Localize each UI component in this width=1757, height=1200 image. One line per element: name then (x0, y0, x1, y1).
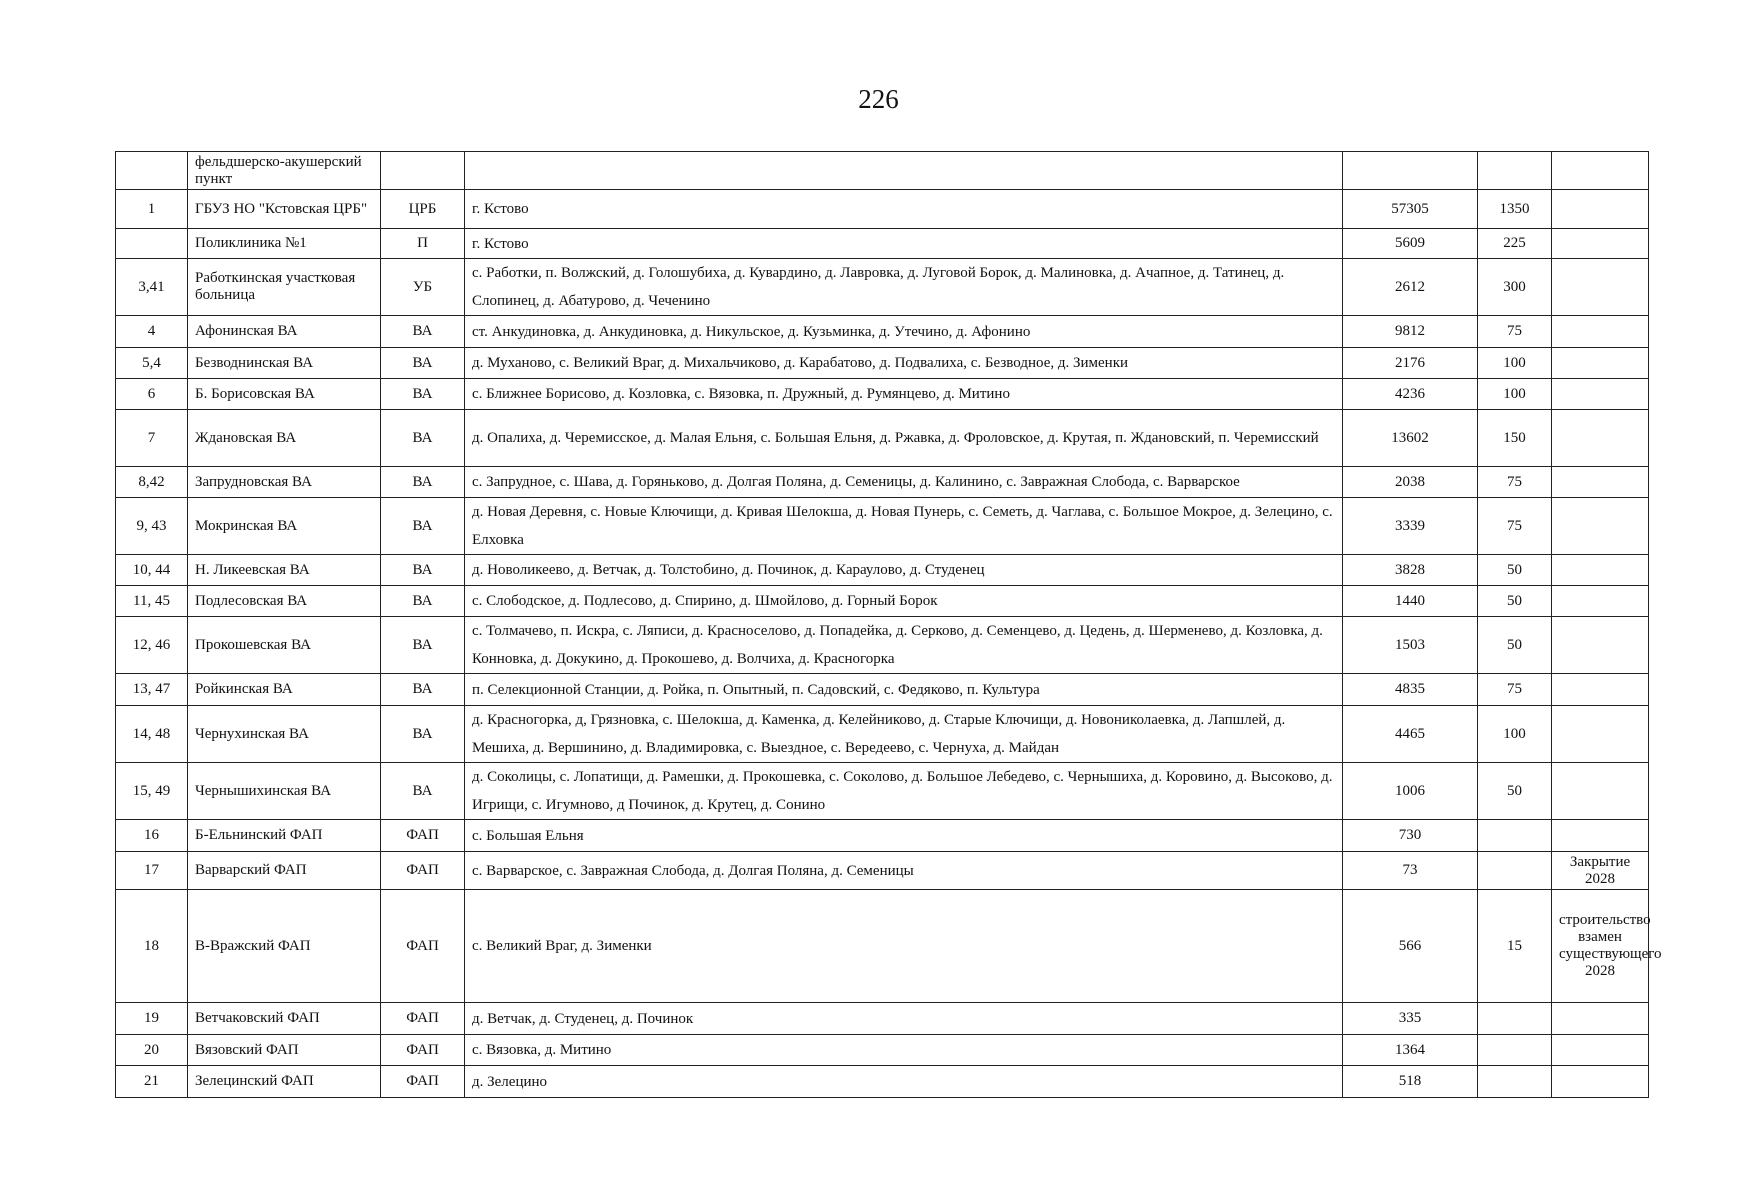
facility-name-cell: Ждановская ВА (188, 410, 381, 467)
population-cell: 1364 (1343, 1035, 1478, 1066)
facility-type-cell: П (381, 229, 465, 259)
population-cell: 4236 (1343, 379, 1478, 410)
population-cell: 730 (1343, 820, 1478, 852)
facility-type-cell (381, 152, 465, 190)
population-cell: 3339 (1343, 498, 1478, 555)
service-area-cell: с. Работки, п. Волжский, д. Голошубиха, д. Кувардино, д. Лавровка, д. Луговой Борок, д. Малиновка, д. Ачапное, д. Татинец, д. Слопинец, д. Абатурово, д. Чеченино (465, 259, 1343, 316)
population-cell: 1440 (1343, 586, 1478, 617)
capacity-cell: 100 (1478, 348, 1552, 379)
note-cell (1552, 555, 1649, 586)
note-cell (1552, 498, 1649, 555)
table-row (116, 706, 1649, 763)
capacity-cell: 50 (1478, 763, 1552, 820)
table-row (116, 1066, 1649, 1098)
population-cell: 3828 (1343, 555, 1478, 586)
service-area-cell: с. Великий Враг, д. Зименки (465, 890, 1343, 1003)
service-area-cell: д. Красногорка, д, Грязновка, с. Шелокша, д. Каменка, д. Келейниково, д. Старые Ключищи, д. Новониколаевка, д. Лапшлей, д. Мешиха, д. Вершинино, д. Владимировка, с. Выездное, с. Вередеево, с. Чернуха, д. Майдан (465, 706, 1343, 763)
facility-name-cell: Чернухинская ВА (188, 706, 381, 763)
table-row (116, 379, 1649, 410)
row-number-cell: 10, 44 (116, 555, 188, 586)
facility-type-cell: ВА (381, 410, 465, 467)
service-area-cell (465, 152, 1343, 190)
service-area-cell: д. Зелецино (465, 1066, 1343, 1098)
facility-name-cell: В-Вражский ФАП (188, 890, 381, 1003)
facility-type-cell: ВА (381, 498, 465, 555)
population-cell: 57305 (1343, 190, 1478, 229)
facility-type-cell: УБ (381, 259, 465, 316)
service-area-cell: с. Толмачево, п. Искра, с. Ляписи, д. Красноселово, д. Попадейка, д. Серково, д. Семенцево, д. Цедень, д. Шерменево, д. Козловка, д. Конновка, д. Докукино, д. Прокошево, д. Волчиха, д. Красногорка (465, 617, 1343, 674)
facility-name-cell: Запрудновская ВА (188, 467, 381, 498)
facility-type-cell: ФАП (381, 852, 465, 890)
facility-name-cell: Варварский ФАП (188, 852, 381, 890)
facility-type-cell: ФАП (381, 1066, 465, 1098)
note-cell (1552, 152, 1649, 190)
facility-type-cell: ФАП (381, 1035, 465, 1066)
capacity-cell: 15 (1478, 890, 1552, 1003)
facility-type-cell: ВА (381, 467, 465, 498)
note-cell (1552, 348, 1649, 379)
capacity-cell (1478, 1035, 1552, 1066)
facility-type-cell: ВА (381, 674, 465, 706)
note-cell (1552, 1066, 1649, 1098)
note-cell (1552, 316, 1649, 348)
facility-type-cell: ВА (381, 617, 465, 674)
facility-name-cell: Ройкинская ВА (188, 674, 381, 706)
row-number-cell: 7 (116, 410, 188, 467)
row-number-cell: 9, 43 (116, 498, 188, 555)
facility-name-cell: Чернышихинская ВА (188, 763, 381, 820)
table-body (116, 152, 1662, 1098)
population-cell: 13602 (1343, 410, 1478, 467)
row-number-cell: 14, 48 (116, 706, 188, 763)
row-number-cell (116, 152, 188, 190)
capacity-cell (1478, 1066, 1552, 1098)
facility-type-cell: ВА (381, 379, 465, 410)
note-cell (1552, 706, 1649, 763)
row-number-cell: 12, 46 (116, 617, 188, 674)
population-cell: 2038 (1343, 467, 1478, 498)
table-row (116, 348, 1649, 379)
facility-name-cell: Вязовский ФАП (188, 1035, 381, 1066)
facility-type-cell: ВА (381, 763, 465, 820)
table-row (116, 555, 1649, 586)
note-cell (1552, 820, 1649, 852)
table-row (116, 586, 1649, 617)
table-row (116, 1035, 1649, 1066)
facility-type-cell: ФАП (381, 1003, 465, 1035)
capacity-cell: 100 (1478, 379, 1552, 410)
service-area-cell: д. Новая Деревня, с. Новые Ключищи, д. Кривая Шелокша, д. Новая Пунерь, с. Семеть, д. Чаглава, с. Большое Мокрое, д. Зелецино, с. Елховка (465, 498, 1343, 555)
capacity-cell: 100 (1478, 706, 1552, 763)
service-area-cell: с. Большая Ельня (465, 820, 1343, 852)
capacity-cell: 50 (1478, 617, 1552, 674)
population-cell: 1006 (1343, 763, 1478, 820)
table-row (116, 410, 1649, 467)
note-cell (1552, 1003, 1649, 1035)
facility-type-cell: ЦРБ (381, 190, 465, 229)
table-row (116, 674, 1649, 706)
row-number-cell: 20 (116, 1035, 188, 1066)
facility-name-cell: Поликлиника №1 (188, 229, 381, 259)
population-cell: 518 (1343, 1066, 1478, 1098)
note-cell (1552, 190, 1649, 229)
table-row (116, 617, 1649, 674)
population-cell: 4835 (1343, 674, 1478, 706)
table-row (116, 890, 1649, 1003)
note-cell (1552, 467, 1649, 498)
table-row (116, 229, 1649, 259)
note-cell (1552, 1035, 1649, 1066)
table-row (116, 316, 1649, 348)
capacity-cell: 75 (1478, 674, 1552, 706)
facility-name-cell: Н. Ликеевская ВА (188, 555, 381, 586)
note-cell (1552, 229, 1649, 259)
capacity-cell: 1350 (1478, 190, 1552, 229)
population-cell: 2176 (1343, 348, 1478, 379)
table-row (116, 467, 1649, 498)
table-row (116, 852, 1649, 890)
row-number-cell: 17 (116, 852, 188, 890)
service-area-cell: с. Слободское, д. Подлесово, д. Спирино, д. Шмойлово, д. Горный Борок (465, 586, 1343, 617)
facility-name-cell: Ветчаковский ФАП (188, 1003, 381, 1035)
facility-type-cell: ФАП (381, 890, 465, 1003)
note-cell (1552, 763, 1649, 820)
capacity-cell: 75 (1478, 467, 1552, 498)
population-cell (1343, 152, 1478, 190)
service-area-cell: д. Соколицы, с. Лопатищи, д. Рамешки, д. Прокошевка, с. Соколово, д. Большое Лебедево, с. Чернышиха, д. Коровино, д. Высоково, д. Игрищи, с. Игумново, д Починок, д. Крутец, д. Сонино (465, 763, 1343, 820)
population-cell: 1503 (1343, 617, 1478, 674)
capacity-cell (1478, 820, 1552, 852)
facility-name-cell: ГБУЗ НО "Кстовская ЦРБ" (188, 190, 381, 229)
facilities-table (115, 151, 1662, 1098)
capacity-cell: 225 (1478, 229, 1552, 259)
service-area-cell: с. Вязовка, д. Митино (465, 1035, 1343, 1066)
capacity-cell: 50 (1478, 555, 1552, 586)
facility-type-cell: ВА (381, 706, 465, 763)
facility-type-cell: ВА (381, 555, 465, 586)
capacity-cell: 75 (1478, 498, 1552, 555)
table-row (116, 152, 1649, 190)
population-cell: 335 (1343, 1003, 1478, 1035)
service-area-cell: с. Запрудное, с. Шава, д. Горяньково, д. Долгая Поляна, д. Семеницы, д. Калинино, с. Завражная Слобода, с. Варварское (465, 467, 1343, 498)
facility-name-cell: Б-Ельнинский ФАП (188, 820, 381, 852)
row-number-cell: 6 (116, 379, 188, 410)
service-area-cell: д. Новоликеево, д. Ветчак, д. Толстобино, д. Починок, д. Караулово, д. Студенец (465, 555, 1343, 586)
note-cell (1552, 410, 1649, 467)
capacity-cell: 50 (1478, 586, 1552, 617)
population-cell: 9812 (1343, 316, 1478, 348)
service-area-cell: г. Кстово (465, 190, 1343, 229)
note-cell (1552, 617, 1649, 674)
population-cell: 2612 (1343, 259, 1478, 316)
facility-type-cell: ВА (381, 586, 465, 617)
note-cell (1552, 379, 1649, 410)
page-number: 226 (858, 84, 899, 114)
facility-name-cell: Работкинская участковая больница (188, 259, 381, 316)
capacity-cell: 150 (1478, 410, 1552, 467)
note-cell (1552, 259, 1649, 316)
facility-type-cell: ВА (381, 348, 465, 379)
facility-name-cell: Афонинская ВА (188, 316, 381, 348)
service-area-cell: г. Кстово (465, 229, 1343, 259)
capacity-cell (1478, 1003, 1552, 1035)
row-number-cell: 19 (116, 1003, 188, 1035)
capacity-cell (1478, 852, 1552, 890)
population-cell: 5609 (1343, 229, 1478, 259)
row-number-cell: 11, 45 (116, 586, 188, 617)
population-cell: 73 (1343, 852, 1478, 890)
facility-name-cell: Прокошевская ВА (188, 617, 381, 674)
facility-name-cell: Безводнинская ВА (188, 348, 381, 379)
table-row (116, 259, 1649, 316)
facility-type-cell: ФАП (381, 820, 465, 852)
table-row (116, 190, 1649, 229)
table-row (116, 820, 1649, 852)
row-number-cell: 8,42 (116, 467, 188, 498)
note-cell: строительство взамен существующего 2028 (1552, 890, 1649, 1003)
table-row (116, 498, 1649, 555)
service-area-cell: п. Селекционной Станции, д. Ройка, п. Опытный, п. Садовский, с. Федяково, п. Культура (465, 674, 1343, 706)
row-number-cell: 16 (116, 820, 188, 852)
capacity-cell (1478, 152, 1552, 190)
service-area-cell: д. Муханово, с. Великий Враг, д. Михальчиково, д. Карабатово, д. Подвалиха, с. Безводное, д. Зименки (465, 348, 1343, 379)
capacity-cell: 300 (1478, 259, 1552, 316)
facility-name-cell: Б. Борисовская ВА (188, 379, 381, 410)
row-number-cell (116, 229, 188, 259)
facility-type-cell: ВА (381, 316, 465, 348)
row-number-cell: 13, 47 (116, 674, 188, 706)
table-row (116, 763, 1649, 820)
row-number-cell: 1 (116, 190, 188, 229)
population-cell: 4465 (1343, 706, 1478, 763)
row-number-cell: 5,4 (116, 348, 188, 379)
facility-name-cell: Мокринская ВА (188, 498, 381, 555)
note-cell (1552, 586, 1649, 617)
capacity-cell: 75 (1478, 316, 1552, 348)
service-area-cell: ст. Анкудиновка, д. Анкудиновка, д. Никульское, д. Кузьминка, д. Утечино, д. Афонино (465, 316, 1343, 348)
table-row (116, 1003, 1649, 1035)
service-area-cell: д. Опалиха, д. Черемисское, д. Малая Ельня, с. Большая Ельня, д. Ржавка, д. Фроловское, д. Крутая, п. Ждановский, п. Черемисский (465, 410, 1343, 467)
row-number-cell: 4 (116, 316, 188, 348)
note-cell (1552, 674, 1649, 706)
row-number-cell: 21 (116, 1066, 188, 1098)
facility-name-cell: Зелецинский ФАП (188, 1066, 381, 1098)
population-cell: 566 (1343, 890, 1478, 1003)
row-number-cell: 3,41 (116, 259, 188, 316)
service-area-cell: с. Варварское, с. Завражная Слобода, д. Долгая Поляна, д. Семеницы (465, 852, 1343, 890)
row-number-cell: 18 (116, 890, 188, 1003)
note-cell: Закрытие 2028 (1552, 852, 1649, 890)
facility-name-cell: Подлесовская ВА (188, 586, 381, 617)
service-area-cell: с. Ближнее Борисово, д. Козловка, с. Вязовка, п. Дружный, д. Румянцево, д. Митино (465, 379, 1343, 410)
facility-name-cell: фельдшерско-акушерский пункт (188, 152, 381, 190)
service-area-cell: д. Ветчак, д. Студенец, д. Починок (465, 1003, 1343, 1035)
row-number-cell: 15, 49 (116, 763, 188, 820)
